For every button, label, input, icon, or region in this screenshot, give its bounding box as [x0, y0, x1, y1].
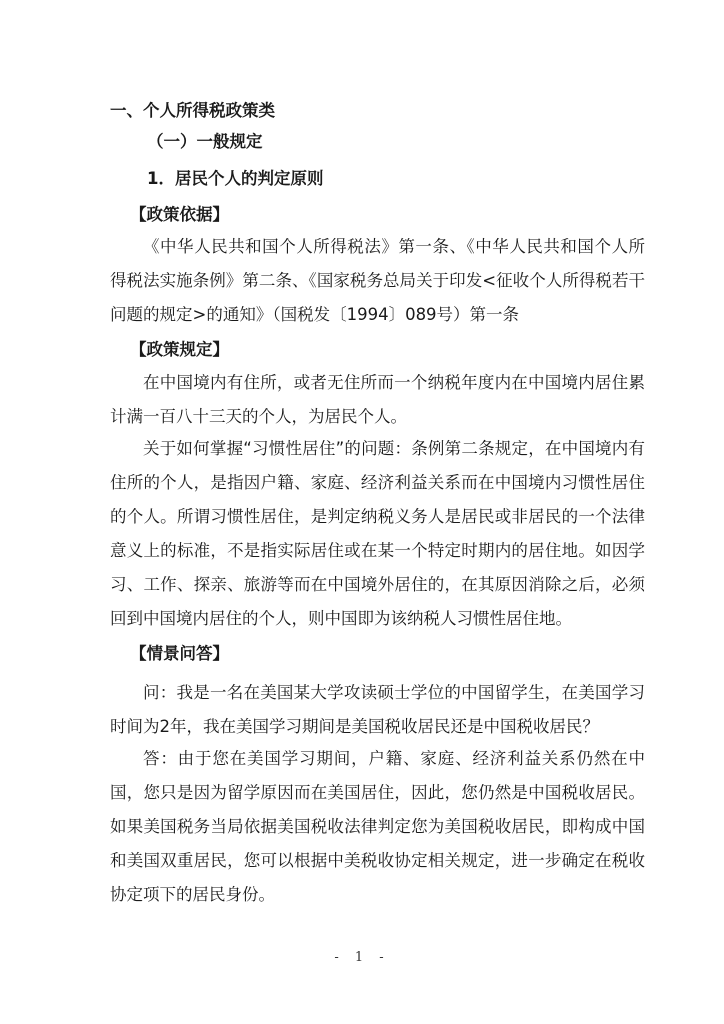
policy-basis-paragraph: 《中华人民共和国个人所得税法》第一条、《中华人民共和国个人所得税法实施条例》第二条、《国家税务总局关于印发<征收个人所得税若干问题的规定>的通知》（国税发〔1994〕089号）第一条 [110, 237, 645, 324]
qa-question-paragraph: 问：我是一名在美国某大学攻读硕士学位的中国留学生，在美国学习时间为2年，我在美国学习期间是美国税收居民还是中国税收居民？ [110, 683, 645, 736]
heading-level-3: 1．居民个人的判定原则 [147, 169, 324, 188]
section-title-policy-rule: 【政策规定】 [130, 340, 229, 359]
policy-rule-paragraph-1: 在中国境内有住所，或者无住所而一个纳税年度内在中国境内居住累计满一百八十三天的个人，为居民个人。 [110, 373, 645, 426]
page-number: - 1 - [334, 950, 390, 965]
section-title-policy-basis: 【政策依据】 [130, 205, 229, 224]
section-title-qa: 【情景问答】 [130, 644, 229, 663]
heading-level-1: 一、个人所得税政策类 [110, 101, 275, 120]
qa-answer-paragraph: 答：由于您在美国学习期间，户籍、家庭、经济利益关系仍然在中国，您只是因为留学原因而在美国居住，因此，您仍然是中国税收居民。如果美国税务当局依据美国税收法律判定您为美国税收居民，即构成中国和美国双重居民，您可以根据中美税收协定相关规定，进一步确定在税收协定项下的居民身份。 [110, 749, 645, 904]
heading-level-2: （一）一般规定 [147, 132, 263, 151]
policy-rule-paragraph-2: 关于如何掌握“习惯性居住”的问题：条例第二条规定，在中国境内有住所的个人，是指因户籍、家庭、经济利益关系而在中国境内习惯性居住的个人。所谓习惯性居住，是判定纳税义务人是居民或非居民的一个法律意义上的标准，不是指实际居住或在某一个特定时期内的居住地。如因学习、工作、探亲、旅游等而在中国境外居住的，在其原因消除之后，必须回到中国境内居住的个人，则中国即为该纳税人习惯性居住地。 [110, 439, 645, 628]
